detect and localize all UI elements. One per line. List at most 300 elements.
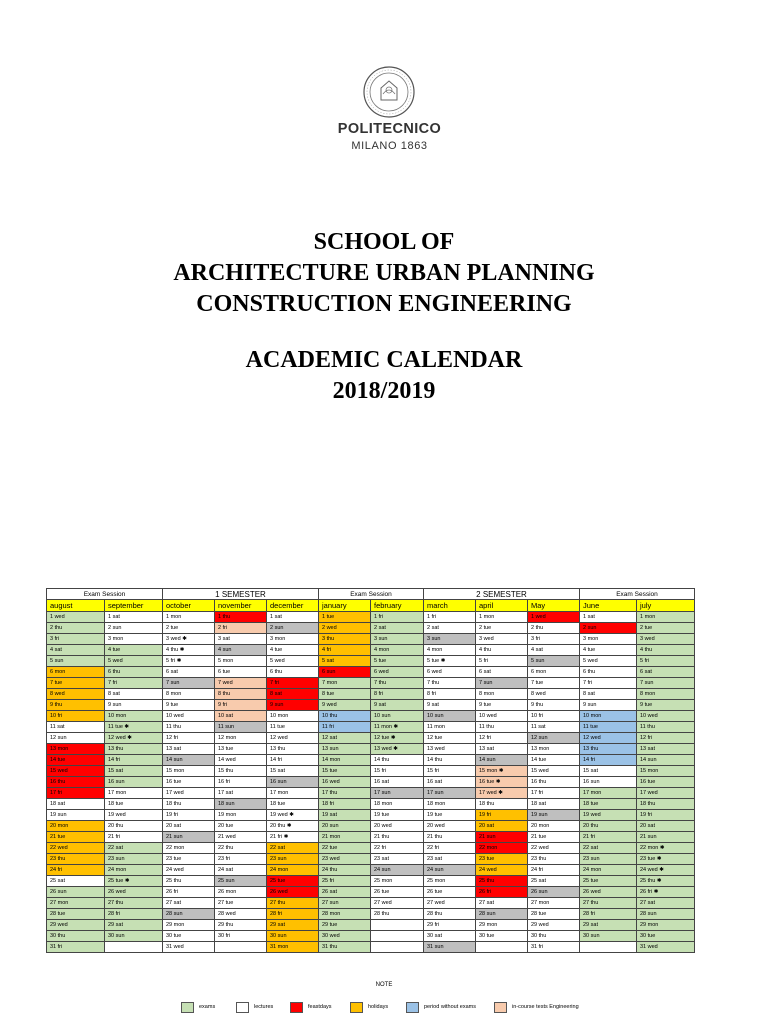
day-cell: 8 wed [47,689,105,700]
day-cell: 13 mon [47,744,105,755]
day-cell: 12 sat [319,733,371,744]
day-cell: 22 fri [371,843,424,854]
day-cell: 24 mon [267,865,319,876]
day-cell: 28 mon [319,909,371,920]
day-cell: 16 thu [47,777,105,788]
day-cell: 19 mon [215,810,267,821]
day-cell: 1 mon [163,612,215,623]
day-cell: 28 sun [637,909,695,920]
calendar-body [47,612,695,953]
day-cell: 26 fri [476,887,528,898]
day-cell: 25 mon [424,876,476,887]
day-cell: 15 mon ✱ [476,766,528,777]
day-cell: 21 fri [105,832,163,843]
day-cell: 20 tue [215,821,267,832]
calendar-row [47,634,695,645]
legend-item-holidays [350,1001,388,1013]
day-cell: 22 sat [267,843,319,854]
legend-item-in-course-tests [494,1001,579,1013]
day-cell: 20 thu [580,821,637,832]
day-cell: 12 sun [528,733,580,744]
day-cell: 7 tue [528,678,580,689]
day-cell: 18 tue [267,799,319,810]
day-cell: 12 fri [163,733,215,744]
day-cell: 4 thu [637,645,695,656]
calendar-row [47,887,695,898]
day-cell: 11 mon ✱ [371,722,424,733]
legend-label: in-course tests Engineering [512,1004,579,1010]
day-cell: 10 sat [215,711,267,722]
day-cell: 6 mon [528,667,580,678]
day-cell: 18 mon [424,799,476,810]
calendar-row [47,722,695,733]
day-cell: 21 sun [637,832,695,843]
day-cell: 14 tue [528,755,580,766]
day-cell: 25 sat [47,876,105,887]
day-cell: 22 sat [105,843,163,854]
day-cell: 29 fri [424,920,476,931]
day-cell: 13 thu [580,744,637,755]
day-cell: 7 tue [47,678,105,689]
day-cell: 19 sun [47,810,105,821]
day-cell: 24 thu [319,865,371,876]
day-cell: 1 fri [424,612,476,623]
day-cell: 1 sat [580,612,637,623]
day-cell: 14 fri [105,755,163,766]
day-cell: 5 tue [371,656,424,667]
day-cell: 31 mon [267,942,319,953]
logo-name: POLITECNICO [337,121,442,137]
day-cell: 9 sat [424,700,476,711]
day-cell: 28 tue [528,909,580,920]
day-cell: 10 wed [476,711,528,722]
calendar-row [47,689,695,700]
day-cell: 29 sat [267,920,319,931]
day-cell: 3 mon [105,634,163,645]
day-cell: 6 sat [637,667,695,678]
day-cell: 17 fri [47,788,105,799]
day-cell: 20 thu ✱ [267,821,319,832]
day-cell: 21 thu [424,832,476,843]
day-cell: 11 thu [637,722,695,733]
day-cell: 11 sat [528,722,580,733]
day-cell [371,920,424,931]
day-cell: 25 tue ✱ [105,876,163,887]
day-cell: 15 tue [319,766,371,777]
day-cell: 21 fri ✱ [267,832,319,843]
day-cell: 7 thu [371,678,424,689]
day-cell [371,931,424,942]
day-cell: 11 tue [267,722,319,733]
day-cell: 20 sun [319,821,371,832]
day-cell: 26 sun [47,887,105,898]
calendar-row [47,711,695,722]
day-cell: 12 sun [47,733,105,744]
legend-label: holidays [368,1004,389,1010]
day-cell: 31 wed [637,942,695,953]
day-cell: 16 sat [424,777,476,788]
day-cell: 14 thu [371,755,424,766]
day-cell: 23 sun [267,854,319,865]
day-cell: 15 fri [424,766,476,777]
day-cell: 13 wed [424,744,476,755]
day-cell: 23 thu [528,854,580,865]
legend-item-lectures [236,1001,273,1013]
day-cell: 26 sun [528,887,580,898]
calendar-row [47,799,695,810]
day-cell: 30 sun [105,931,163,942]
day-cell: 6 thu [267,667,319,678]
period-header: Exam Session [580,589,695,600]
day-cell: 26 fri ✱ [637,887,695,898]
day-cell: 14 mon [319,755,371,766]
day-cell: 13 mon [528,744,580,755]
day-cell: 8 sat [267,689,319,700]
day-cell: 26 wed [580,887,637,898]
calendar-row [47,733,695,744]
day-cell: 10 mon [267,711,319,722]
day-cell: 14 fri [267,755,319,766]
day-cell: 13 wed ✱ [371,744,424,755]
period-header: Exam Session [319,589,424,600]
day-cell: 28 tue [47,909,105,920]
day-cell: 3 fri [528,634,580,645]
day-cell: 5 wed [580,656,637,667]
day-cell [105,942,163,953]
day-cell: 18 thu [637,799,695,810]
day-cell: 2 sat [371,623,424,634]
day-cell: 31 fri [528,942,580,953]
month-header-row [47,600,695,612]
day-cell: 17 sun [371,788,424,799]
day-cell: 27 sat [163,898,215,909]
day-cell: 26 tue [371,887,424,898]
day-cell: 22 wed [47,843,105,854]
calendar-row [47,810,695,821]
day-cell: 7 sun [637,678,695,689]
day-cell: 15 mon [637,766,695,777]
day-cell: 16 sat [371,777,424,788]
day-cell: 22 tue [319,843,371,854]
legend-label: period without exams [424,1004,476,1010]
day-cell: 27 thu [580,898,637,909]
day-cell: 28 sun [476,909,528,920]
day-cell: 3 sun [371,634,424,645]
day-cell: 15 sat [267,766,319,777]
day-cell: 27 thu [267,898,319,909]
day-cell: 6 wed [371,667,424,678]
day-cell: 1 wed [528,612,580,623]
day-cell: 8 sat [580,689,637,700]
day-cell: 26 wed [267,887,319,898]
day-cell: 21 mon [319,832,371,843]
day-cell: 13 sat [163,744,215,755]
calendar-year: 2018/2019 [332,378,436,404]
day-cell: 24 sat [215,865,267,876]
logo-subtitle: MILANO 1863 [351,140,428,152]
calendar-row [47,755,695,766]
day-cell: 14 sun [637,755,695,766]
legend-label: lectures [254,1004,274,1010]
day-cell: 22 sat [580,843,637,854]
day-cell: 23 tue [476,854,528,865]
day-cell: 3 thu [319,634,371,645]
day-cell: 11 sun [215,722,267,733]
day-cell: 22 wed [528,843,580,854]
day-cell: 2 thu [528,623,580,634]
day-cell: 8 mon [637,689,695,700]
day-cell: 6 sat [163,667,215,678]
university-seal-icon [363,66,415,118]
day-cell: 23 sun [105,854,163,865]
day-cell: 21 sun [163,832,215,843]
day-cell: 9 thu [47,700,105,711]
day-cell: 19 wed [105,810,163,821]
note-heading: NOTE [375,982,393,988]
day-cell: 17 wed [163,788,215,799]
day-cell [371,942,424,953]
day-cell: 27 tue [215,898,267,909]
calendar-row [47,832,695,843]
day-cell: 5 tue ✱ [424,656,476,667]
calendar-row [47,843,695,854]
day-cell: 10 sun [424,711,476,722]
day-cell: 15 fri [371,766,424,777]
day-cell: 3 sun [424,634,476,645]
calendar-row [47,920,695,931]
day-cell: 14 thu [424,755,476,766]
day-cell: 25 sat [528,876,580,887]
day-cell: 29 sat [105,920,163,931]
day-cell: 31 fri [47,942,105,953]
day-cell: 28 fri [267,909,319,920]
day-cell: 4 thu ✱ [163,645,215,656]
day-cell: 30 sun [580,931,637,942]
day-cell: 9 tue [476,700,528,711]
day-cell: 21 wed [215,832,267,843]
day-cell: 1 tue [319,612,371,623]
month-header: november [215,600,267,612]
day-cell: 2 tue [637,623,695,634]
day-cell: 27 wed [371,898,424,909]
day-cell: 12 fri [476,733,528,744]
day-cell: 9 sat [371,700,424,711]
day-cell: 4 fri [319,645,371,656]
day-cell: 4 tue [267,645,319,656]
day-cell: 29 wed [47,920,105,931]
day-cell: 1 sat [267,612,319,623]
day-cell: 4 sat [47,645,105,656]
day-cell: 19 tue [371,810,424,821]
day-cell: 21 thu [371,832,424,843]
day-cell: 25 thu [476,876,528,887]
day-cell: 30 fri [215,931,267,942]
day-cell: 9 sun [580,700,637,711]
day-cell: 20 sat [163,821,215,832]
day-cell: 24 wed [476,865,528,876]
day-cell: 12 tue ✱ [371,733,424,744]
day-cell: 2 sun [105,623,163,634]
day-cell: 7 fri [105,678,163,689]
day-cell: 20 sat [476,821,528,832]
day-cell: 24 wed [163,865,215,876]
period-header: 2 SEMESTER [424,589,580,600]
day-cell: 19 tue [424,810,476,821]
day-cell: 2 thu [47,623,105,634]
day-cell: 1 sat [105,612,163,623]
day-cell: 5 fri [637,656,695,667]
day-cell: 15 wed [528,766,580,777]
calendar-row [47,645,695,656]
day-cell: 27 sat [637,898,695,909]
day-cell: 29 thu [215,920,267,931]
day-cell: 17 mon [267,788,319,799]
day-cell: 17 wed [637,788,695,799]
calendar-row [47,700,695,711]
day-cell: 20 mon [528,821,580,832]
day-cell: 9 thu [528,700,580,711]
day-cell: 11 thu [163,722,215,733]
day-cell: 2 tue [476,623,528,634]
month-header: august [47,600,105,612]
day-cell: 10 fri [528,711,580,722]
day-cell: 28 fri [580,909,637,920]
day-cell: 4 tue [105,645,163,656]
day-cell: 25 sun [215,876,267,887]
calendar-row [47,612,695,623]
day-cell: 10 mon [580,711,637,722]
legend-swatch [290,1002,303,1013]
day-cell: 12 wed [580,733,637,744]
day-cell [215,942,267,953]
day-cell: 19 fri [163,810,215,821]
day-cell: 30 thu [528,931,580,942]
day-cell: 28 thu [424,909,476,920]
day-cell: 13 tue [215,744,267,755]
day-cell: 16 tue ✱ [476,777,528,788]
day-cell: 24 fri [528,865,580,876]
day-cell: 26 mon [215,887,267,898]
period-header: 1 SEMESTER [163,589,319,600]
day-cell: 27 thu [105,898,163,909]
day-cell: 9 wed [319,700,371,711]
month-header: february [371,600,424,612]
day-cell: 3 wed [476,634,528,645]
day-cell: 21 tue [528,832,580,843]
day-cell: 25 thu [163,876,215,887]
day-cell: 20 wed [371,821,424,832]
day-cell: 24 fri [47,865,105,876]
day-cell: 28 sun [163,909,215,920]
day-cell: 9 fri [215,700,267,711]
day-cell: 12 tue [424,733,476,744]
school-title-line: SCHOOL OF [313,229,455,255]
day-cell: 31 thu [319,942,371,953]
day-cell: 11 fri [319,722,371,733]
calendar-row [47,876,695,887]
day-cell: 19 wed ✱ [267,810,319,821]
legend-swatch [406,1002,419,1013]
day-cell: 31 wed [163,942,215,953]
day-cell: 15 mon [163,766,215,777]
day-cell: 18 mon [371,799,424,810]
day-cell: 12 fri [637,733,695,744]
school-title-line: CONSTRUCTION ENGINEERING [196,291,572,317]
day-cell: 21 fri [580,832,637,843]
day-cell: 6 sun [319,667,371,678]
calendar-title: ACADEMIC CALENDAR [245,347,523,373]
day-cell: 20 sat [637,821,695,832]
legend-item-feastdays [290,1001,332,1013]
day-cell: 17 fri [528,788,580,799]
calendar-row [47,854,695,865]
day-cell: 23 fri [215,854,267,865]
day-cell: 18 thu [476,799,528,810]
day-cell: 29 mon [476,920,528,931]
day-cell: 8 mon [476,689,528,700]
month-header: july [637,600,695,612]
day-cell: 16 sun [580,777,637,788]
day-cell: 8 fri [424,689,476,700]
day-cell: 9 tue [163,700,215,711]
day-cell: 14 wed [215,755,267,766]
day-cell: 25 mon [371,876,424,887]
day-cell: 12 wed [267,733,319,744]
day-cell: 26 sat [319,887,371,898]
period-header-row [47,589,695,600]
day-cell: 28 wed [215,909,267,920]
day-cell: 2 tue [163,623,215,634]
calendar-row [47,656,695,667]
day-cell: 17 sun [424,788,476,799]
month-header: april [476,600,528,612]
day-cell: 18 thu [163,799,215,810]
day-cell: 14 sun [163,755,215,766]
day-cell: 5 sun [47,656,105,667]
day-cell: 24 mon [105,865,163,876]
calendar-row [47,788,695,799]
day-cell: 30 tue [637,931,695,942]
day-cell: 16 fri [215,777,267,788]
day-cell: 29 wed [528,920,580,931]
day-cell: 23 tue ✱ [637,854,695,865]
calendar-row [47,678,695,689]
day-cell: 1 mon [637,612,695,623]
academic-calendar-table [46,588,695,953]
day-cell: 27 sun [319,898,371,909]
day-cell: 10 sun [371,711,424,722]
day-cell: 18 tue [105,799,163,810]
calendar-row [47,821,695,832]
day-cell: 4 tue [580,645,637,656]
day-cell: 16 sun [105,777,163,788]
day-cell: 5 fri ✱ [163,656,215,667]
day-cell: 13 sat [476,744,528,755]
day-cell: 25 tue [267,876,319,887]
day-cell: 16 tue [637,777,695,788]
day-cell: 9 sun [267,700,319,711]
day-cell: 5 wed [267,656,319,667]
day-cell: 29 mon [163,920,215,931]
day-cell: 10 wed [637,711,695,722]
month-header: september [105,600,163,612]
month-header: march [424,600,476,612]
day-cell: 11 sat [47,722,105,733]
day-cell: 13 sat [637,744,695,755]
day-cell: 6 sat [476,667,528,678]
day-cell: 3 wed [637,634,695,645]
day-cell: 24 mon [580,865,637,876]
